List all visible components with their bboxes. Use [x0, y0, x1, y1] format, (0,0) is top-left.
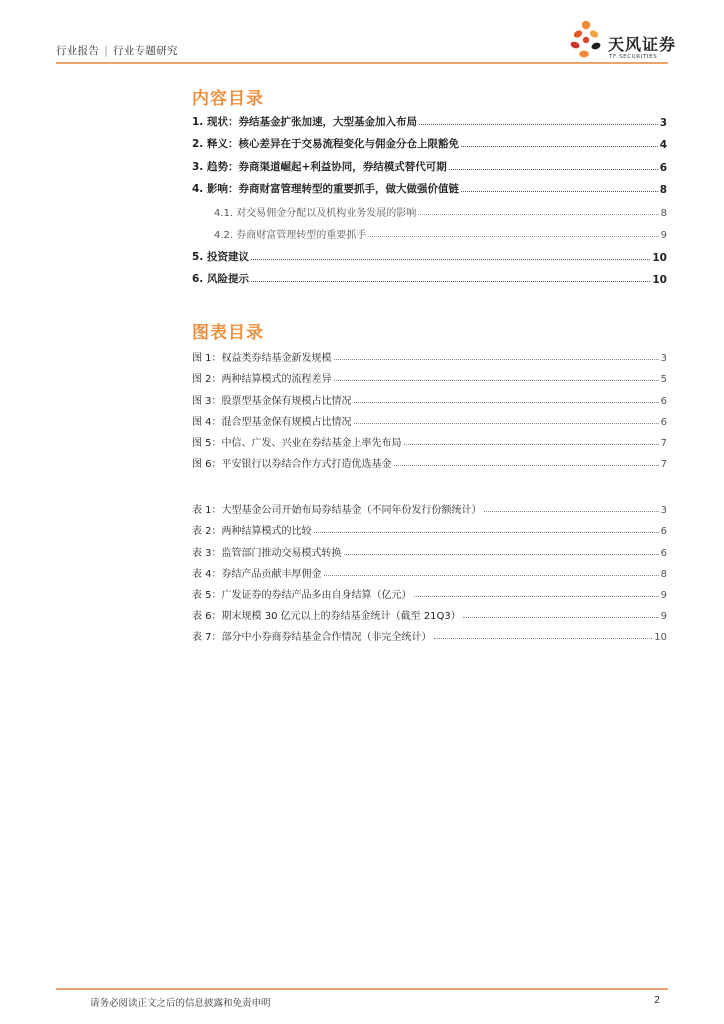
- contents-list: [192, 106, 667, 286]
- table-entry-page: 9: [660, 589, 667, 601]
- toc-item-label: 1. 现状：券结基金扩张加速，大型基金加入布局: [192, 115, 417, 128]
- header-separator: |: [104, 45, 109, 57]
- leader-dots: [394, 465, 659, 466]
- table-entry-label: 表 6：期末规模 30 亿元以上的券结基金统计（截至 21Q3）: [192, 611, 461, 623]
- table-entry-page: 6: [660, 547, 667, 559]
- table-entry[interactable]: [192, 622, 667, 643]
- logo-english-name: TF SECURITIES: [609, 54, 658, 60]
- leader-dots: [344, 554, 659, 555]
- toc-item-page: 8: [659, 184, 667, 196]
- footer-disclaimer: 请务必阅读正文之后的信息披露和免责申明: [90, 998, 271, 1009]
- leader-dots: [484, 511, 659, 512]
- toc-subitem-label: 4.2. 券商财富管理转型的重要抓手: [214, 230, 367, 241]
- contents-title: 内容目录: [192, 89, 264, 109]
- table-entry-label: 表 3：监管部门推动交易模式转换: [192, 547, 342, 559]
- chart-entry-page: 7: [660, 437, 667, 449]
- leader-dots: [334, 380, 659, 381]
- table-entry-label: 表 7：部分中小券商券结基金合作情况（非完全统计）: [192, 632, 432, 644]
- header-breadcrumb: [56, 43, 178, 58]
- chart-entry[interactable]: [192, 385, 667, 406]
- chart-entry-label: 图 3：股票型基金保有规模占比情况: [192, 395, 352, 407]
- toc-item-page: 4: [659, 139, 667, 151]
- table-entry[interactable]: [192, 516, 667, 537]
- leader-dots: [463, 617, 659, 618]
- chart-entry[interactable]: [192, 364, 667, 385]
- leader-dots: [368, 236, 658, 237]
- toc-subitem[interactable]: [192, 196, 667, 219]
- header-subcategory: 行业专题研究: [113, 45, 178, 57]
- toc-item[interactable]: [192, 151, 667, 174]
- leader-dots: [449, 169, 658, 170]
- leader-dots: [251, 259, 650, 260]
- toc-subitem-page: 9: [660, 230, 667, 241]
- chart-entry-page: 6: [660, 395, 667, 407]
- chart-entry-page: 3: [660, 353, 667, 365]
- chart-entry-label: 图 4：混合型基金保有规模占比情况: [192, 416, 352, 428]
- toc-item[interactable]: [192, 241, 667, 264]
- table-list: [192, 495, 667, 643]
- leader-dots: [414, 596, 659, 597]
- chart-entry-label: 图 5：中信、广发、兴业在券结基金上率先布局: [192, 437, 402, 449]
- toc-item-page: 6: [659, 161, 667, 174]
- chart-entry-page: 7: [660, 459, 667, 471]
- leader-dots: [404, 444, 659, 445]
- chart-entry[interactable]: [192, 428, 667, 449]
- chart-entry[interactable]: [192, 407, 667, 428]
- leader-dots: [354, 402, 659, 403]
- toc-item-label: 5. 投资建议: [192, 250, 249, 263]
- table-entry-label: 表 4：券结产品贡献丰厚佣金: [192, 568, 322, 580]
- table-entry-page: 8: [660, 568, 667, 580]
- toc-item-label: 3. 趋势：券商渠道崛起+利益协同，券结模式替代可期: [192, 160, 447, 173]
- chart-entry[interactable]: [192, 449, 667, 470]
- footer-page-number: 2: [654, 995, 661, 1006]
- leader-dots: [418, 214, 658, 215]
- company-logo: [568, 18, 678, 62]
- figures-title: 图表目录: [192, 323, 264, 343]
- chart-entry-label: 图 2：两种结算模式的流程差异: [192, 374, 332, 386]
- header-category: 行业报告: [56, 45, 100, 57]
- footer-divider: [56, 988, 668, 990]
- header-divider: [56, 62, 668, 64]
- table-entry[interactable]: [192, 580, 667, 601]
- chart-list: [192, 343, 667, 470]
- toc-item[interactable]: [192, 174, 667, 197]
- table-entry[interactable]: [192, 537, 667, 558]
- toc-item-page: 10: [652, 251, 667, 264]
- table-entry-label: 表 5：广发证券的券结产品多由自身结算（亿元）: [192, 589, 412, 601]
- leader-dots: [434, 638, 653, 639]
- toc-subitem-page: 8: [660, 207, 667, 219]
- leader-dots: [334, 359, 659, 360]
- table-entry[interactable]: [192, 559, 667, 580]
- table-entry-label: 表 2：两种结算模式的比较: [192, 526, 312, 538]
- leader-dots: [461, 191, 658, 192]
- toc-item[interactable]: [192, 264, 667, 287]
- table-entry-label: 表 1：大型基金公司开始布局券结基金（不同年份发行份额统计）: [192, 505, 482, 517]
- toc-item-label: 4. 影响：券商财富管理转型的重要抓手，做大做强价值链: [192, 183, 459, 195]
- toc-subitem-label: 4.1. 对交易佣金分配以及机构业务发展的影响: [214, 207, 417, 219]
- leader-dots: [354, 423, 659, 424]
- table-entry-page: 3: [660, 505, 667, 517]
- tf-logo-icon: [568, 18, 604, 62]
- table-entry-page: 9: [660, 611, 667, 623]
- leader-dots: [461, 146, 658, 147]
- toc-item-page: 3: [659, 116, 667, 129]
- logo-chinese-name: 天风证券: [608, 35, 677, 54]
- chart-entry-label: 图 1：权益类券结基金新发规模: [192, 353, 332, 365]
- table-entry-page: 10: [654, 632, 667, 644]
- leader-dots: [324, 575, 659, 576]
- toc-item[interactable]: [192, 129, 667, 152]
- page-header: [0, 0, 724, 66]
- table-entry[interactable]: [192, 601, 667, 622]
- chart-entry-label: 图 6：平安银行以券结合作方式打造优选基金: [192, 459, 392, 471]
- toc-item-label: 2. 释义：核心差异在于交易流程变化与佣金分仓上限豁免: [192, 138, 459, 150]
- toc-item-page: 10: [652, 274, 667, 286]
- chart-entry-page: 6: [660, 416, 667, 428]
- toc-subitem[interactable]: [192, 219, 667, 242]
- leader-dots: [419, 124, 658, 125]
- table-entry-page: 6: [660, 526, 667, 538]
- chart-entry-page: 5: [660, 374, 667, 386]
- toc-item[interactable]: [192, 106, 667, 129]
- table-entry[interactable]: [192, 495, 667, 516]
- leader-dots: [314, 532, 659, 533]
- leader-dots: [251, 281, 650, 282]
- chart-entry[interactable]: [192, 343, 667, 364]
- toc-item-label: 6. 风险提示: [192, 273, 249, 285]
